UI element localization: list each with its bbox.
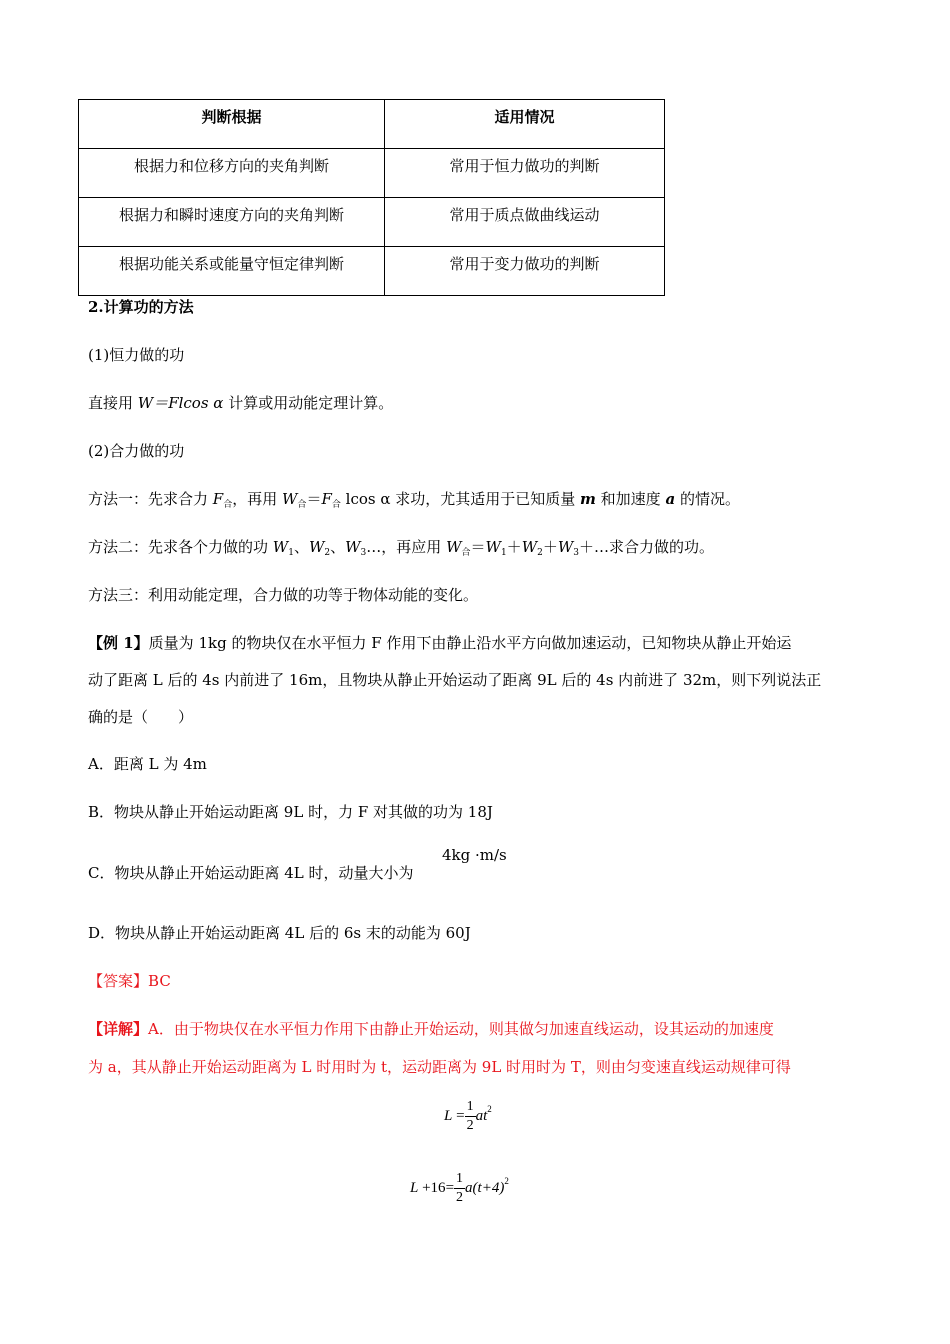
text: 、 [330, 538, 346, 556]
subscript: 1 [288, 548, 294, 558]
formula-1 [444, 1100, 492, 1133]
var: a [665, 490, 676, 508]
text: ＋…求合力做的功。 [579, 538, 715, 556]
text: A．由于物块仅在水平恒力作用下由静止开始运动，则其做匀加速直线运动，设其运动的加速度 [148, 1020, 774, 1038]
formula-inline: W＝Flcos α [137, 394, 224, 412]
option-b: B．物块从静止开始运动距离 9L 时，力 F 对其做的功为 18J [88, 803, 493, 821]
subsection-heading: (1)恒力做的功 [88, 346, 185, 364]
subscript: 1 [500, 548, 507, 558]
text: …，再应用 [366, 538, 447, 556]
subscript: 合 [297, 500, 307, 510]
subscript: 3 [573, 548, 580, 558]
fraction [454, 1172, 465, 1205]
answer-line [88, 970, 171, 991]
paragraph-method-3: 方法三：利用动能定理，合力做的功等于物体动能的变化。 [88, 586, 479, 604]
example-line [88, 632, 791, 653]
text: 、 [293, 538, 309, 556]
var: W [557, 538, 574, 556]
var: at [475, 1107, 488, 1124]
example-line: 确的是（ ） [88, 708, 194, 726]
table-cell: 根据功能关系或能量守恒定律判断 [79, 247, 385, 296]
subscript: 合 [461, 548, 471, 558]
option-c: C．物块从静止开始运动距离 4L 时，动量大小为 [88, 864, 414, 882]
operator: +16 [422, 1179, 446, 1196]
exponent: 2 [487, 1103, 492, 1114]
var: W [485, 538, 501, 556]
criteria-table [78, 99, 665, 296]
paragraph-method-1 [88, 488, 740, 510]
table-cell: 常用于恒力做功的判断 [385, 149, 665, 198]
text: ＝ [470, 538, 486, 556]
example-tag: 【例 1】 [88, 634, 149, 652]
exponent: 2 [504, 1175, 509, 1186]
table-cell: 常用于质点做曲线运动 [385, 198, 665, 247]
text: 方法一：先求合力 [88, 490, 213, 508]
subsection-heading: (2)合力做的功 [88, 442, 185, 460]
table-header-row [79, 100, 665, 149]
table-header-cell: 判断根据 [79, 100, 385, 149]
detail-line: 为 a，其从静止开始运动距离为 L 时用时为 t，运动距离为 9L 时用时为 T，则由匀变速直线运动规律可得 [88, 1058, 791, 1076]
numerator: 1 [454, 1172, 465, 1189]
var: W [521, 538, 538, 556]
table-cell: 根据力和位移方向的夹角判断 [79, 149, 385, 198]
text: 和加速度 [595, 490, 666, 508]
option-d: D．物块从静止开始运动距离 4L 后的 6s 末的动能为 60J [88, 924, 471, 942]
subscript: 合 [223, 500, 233, 510]
text: lcos α 求功，尤其适用于已知质量 [340, 490, 581, 508]
paragraph-method-2 [88, 536, 714, 558]
option-a: A．距离 L 为 4m [88, 755, 207, 773]
operator: = [445, 1179, 455, 1196]
subscript: 2 [537, 548, 543, 558]
formula-2 [410, 1172, 509, 1205]
paragraph [88, 392, 393, 413]
text: 方法二：先求各个力做的功 [88, 538, 273, 556]
detail-line [88, 1018, 774, 1039]
text: ＋ [542, 538, 558, 556]
table-row [79, 149, 665, 198]
detail-label: 【详解】 [88, 1020, 149, 1038]
text: 计算或用动能定理计算。 [223, 394, 394, 412]
subscript: 3 [360, 548, 367, 558]
table-row [79, 198, 665, 247]
text: 的情况。 [675, 490, 740, 508]
var: F [212, 490, 224, 508]
text: 直接用 [88, 394, 138, 412]
text: ＋ [506, 538, 522, 556]
var: W [272, 538, 289, 556]
var: W [282, 490, 298, 508]
var: m [580, 490, 596, 508]
text: 质量为 1kg 的物块仅在水平恒力 F 作用下由静止沿水平方向做加速运动，已知物块从静止开始运 [148, 634, 792, 652]
section-title: 2.计算功的方法 [88, 298, 194, 316]
text: ，再用 [232, 490, 282, 508]
var: W [446, 538, 462, 556]
table-header-cell: 适用情况 [385, 100, 665, 149]
fraction [465, 1100, 476, 1133]
table-row [79, 247, 665, 296]
table-cell: 常用于变力做功的判断 [385, 247, 665, 296]
operator: = [456, 1107, 465, 1124]
example-line: 动了距离 L 后的 4s 内前进了 16m，且物块从静止开始运动了距离 9L 后的 4s 内前进了 32m，则下列说法正 [88, 671, 822, 689]
denominator: 2 [466, 1118, 474, 1133]
subscript: 合 [331, 500, 341, 510]
answer-label: 【答案】 [88, 972, 149, 990]
numerator: 1 [465, 1100, 476, 1117]
var: a(t+4) [465, 1179, 505, 1196]
var: W [345, 538, 361, 556]
text: ＝ [306, 490, 322, 508]
var: L [444, 1107, 453, 1124]
var: L [410, 1179, 419, 1196]
denominator: 2 [456, 1190, 464, 1205]
subscript: 2 [324, 548, 331, 558]
var: W [308, 538, 325, 556]
answer-value: BC [148, 972, 171, 990]
option-c-unit: 4kg ·m/s [442, 846, 507, 864]
table-cell: 根据力和瞬时速度方向的夹角判断 [79, 198, 385, 247]
var: F [321, 490, 332, 508]
